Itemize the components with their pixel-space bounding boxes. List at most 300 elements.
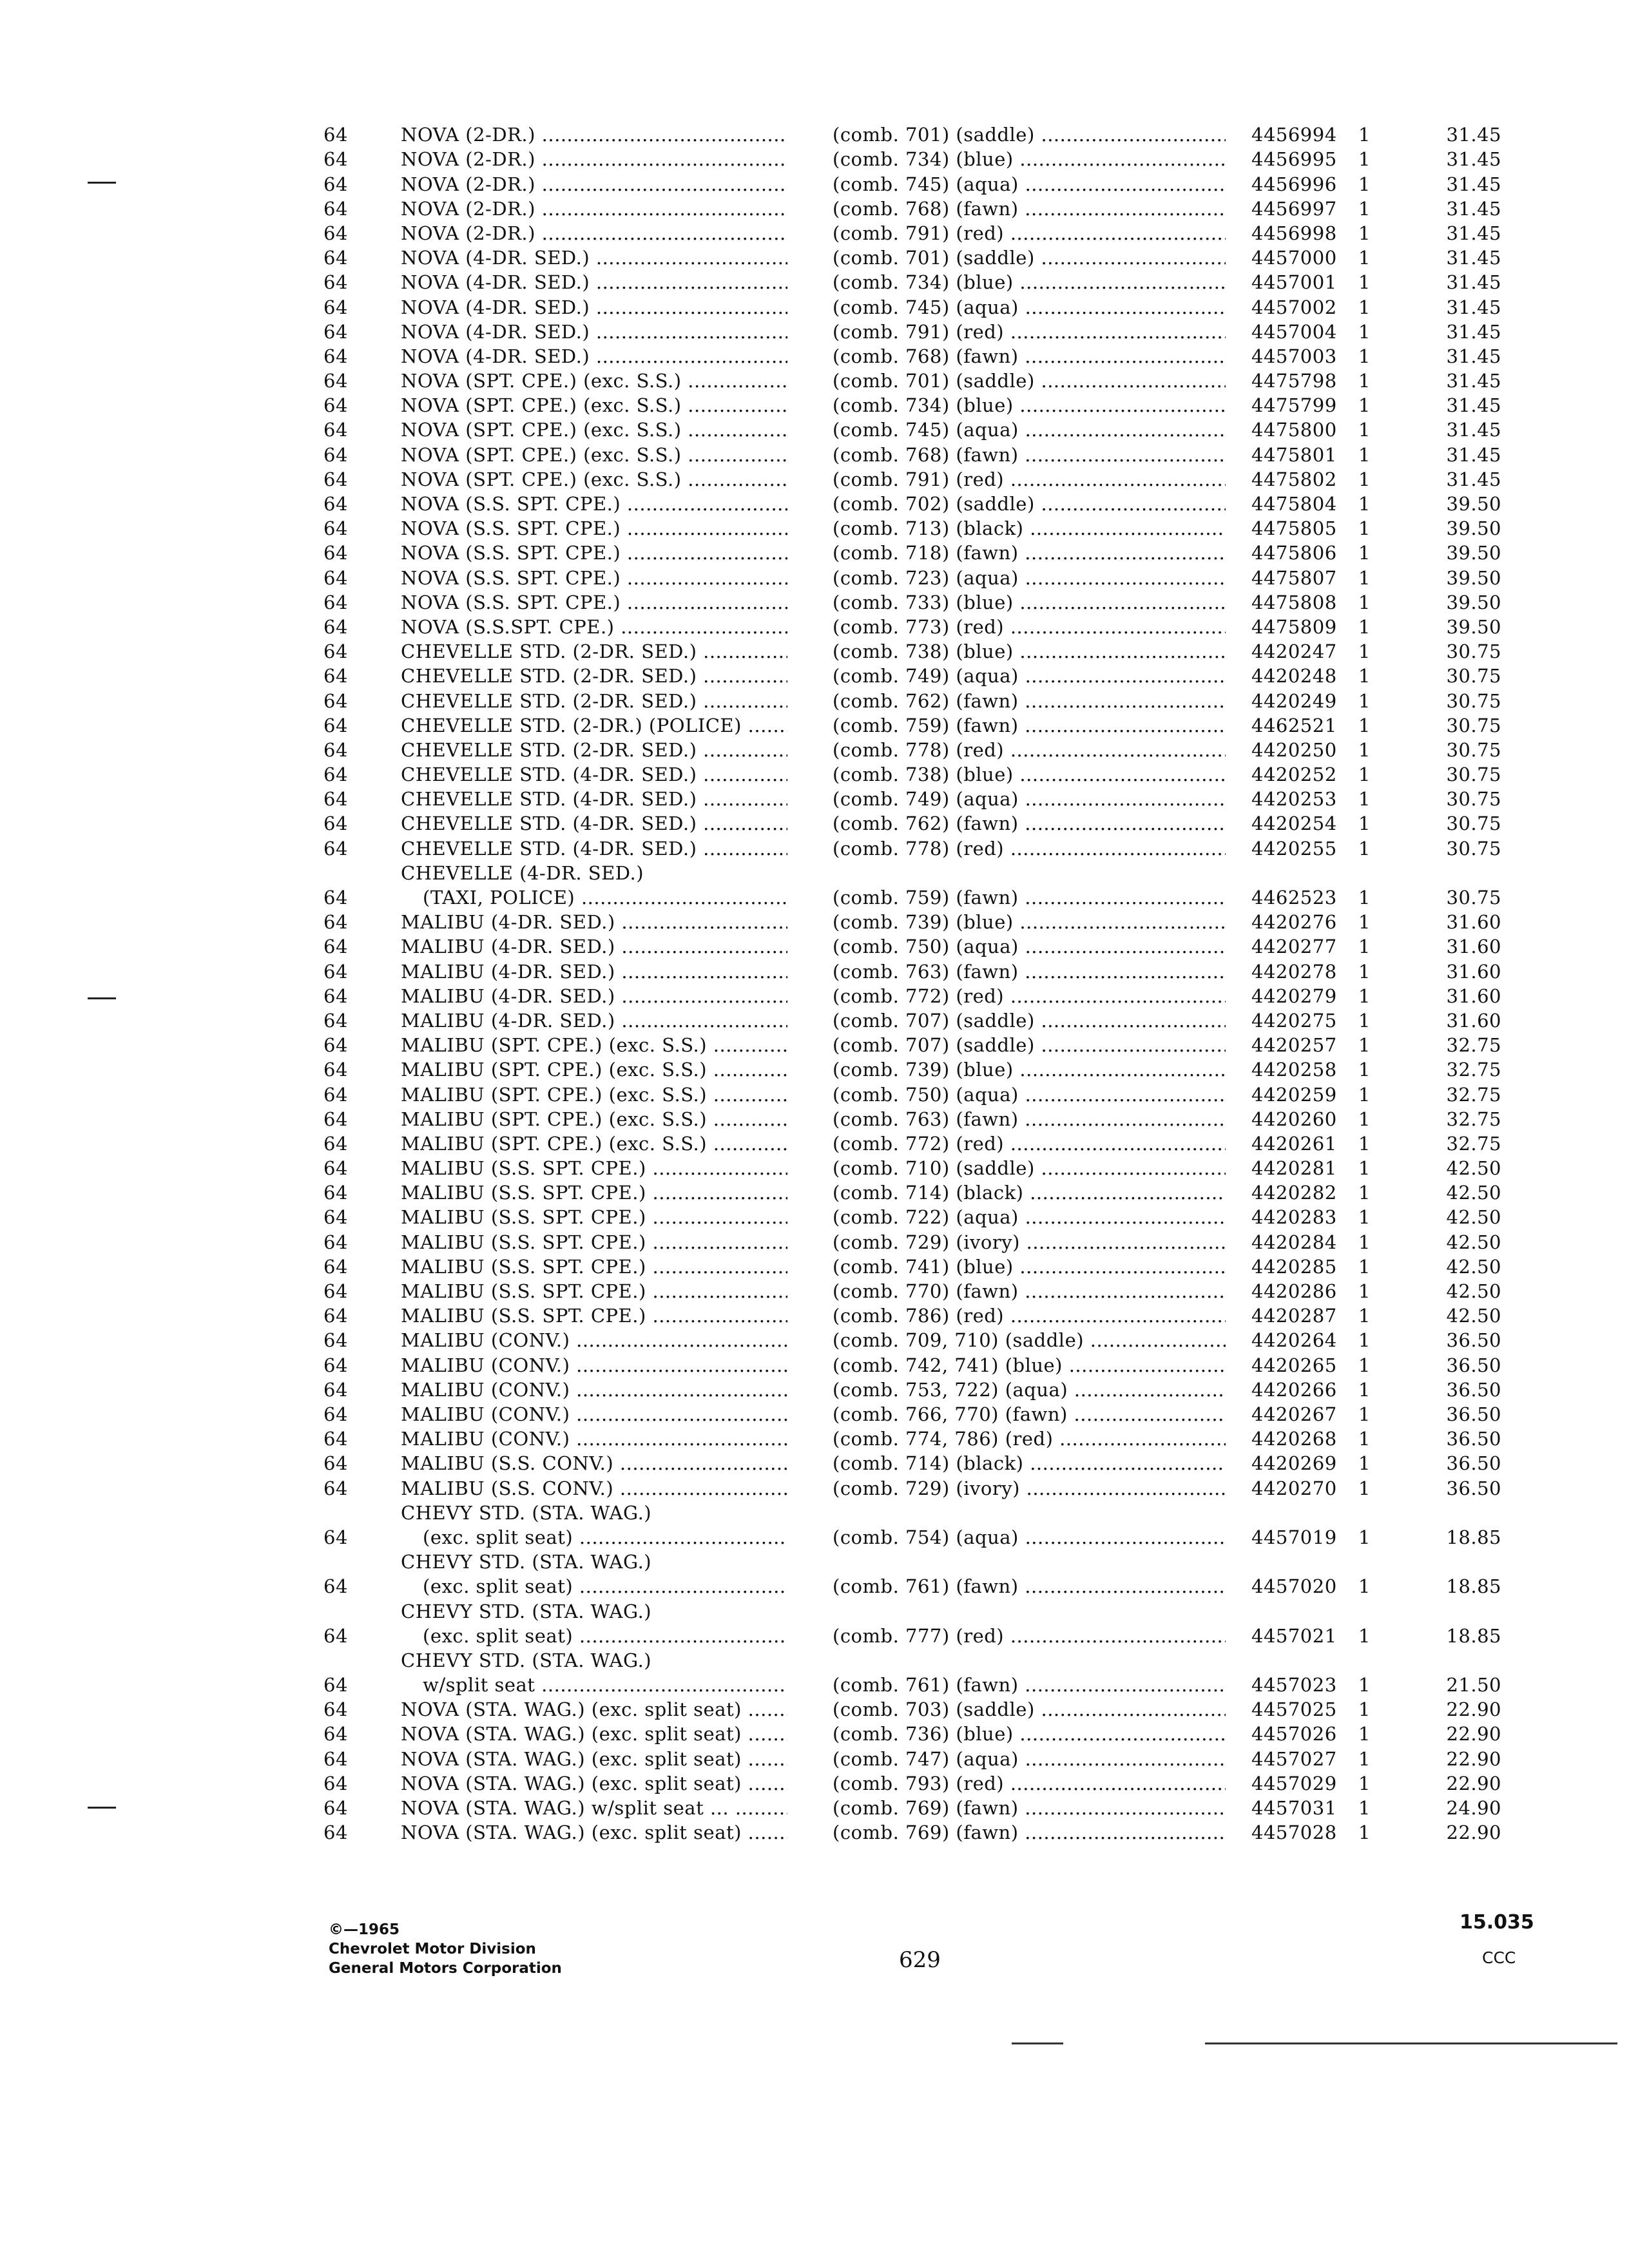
table-row [316, 1303, 1540, 1328]
year-cell-text: 64 [323, 738, 348, 761]
model-cell [401, 320, 787, 344]
price-cell-text: 22.90 [1446, 1747, 1501, 1770]
quantity-cell-text: 1 [1358, 911, 1371, 934]
year-cell [323, 713, 348, 738]
combination-cell [833, 1156, 1226, 1180]
year-cell-text: 64 [323, 640, 348, 663]
table-row [316, 369, 1540, 393]
combination-cell [833, 1697, 1226, 1722]
table-row [316, 197, 1540, 221]
table-row [316, 713, 1540, 738]
year-cell [323, 245, 348, 270]
quantity-cell [1358, 1402, 1371, 1427]
combination-cell [833, 1180, 1226, 1205]
table-row [316, 934, 1540, 959]
year-cell-text: 64 [323, 1329, 348, 1352]
price-cell [1411, 516, 1501, 541]
model-cell [401, 590, 787, 615]
combination-cell [833, 762, 1226, 787]
part-number-cell-text: 4420279 [1251, 985, 1337, 1007]
model-text: NOVA (4-DR. SED.) ..... [401, 344, 787, 369]
price-cell-text: 30.75 [1446, 714, 1501, 736]
year-cell [323, 1057, 348, 1082]
model-text: MALIBU (SPT. CPE.) (exc. S.S.) ..... [401, 1131, 787, 1156]
table-row [316, 1427, 1540, 1451]
price-cell-text: 31.60 [1446, 911, 1501, 934]
table-row [316, 787, 1540, 811]
year-cell-text: 64 [323, 148, 348, 171]
model-cell [401, 1378, 787, 1402]
part-number-cell [1251, 664, 1337, 688]
part-number-cell [1251, 738, 1337, 762]
price-cell [1411, 615, 1501, 639]
model-cell [401, 713, 787, 738]
part-number-cell-text: 4420265 [1251, 1354, 1337, 1376]
year-cell [323, 1131, 348, 1156]
combination-cell [833, 959, 1226, 984]
model-text: NOVA (2-DR.) ..... [401, 197, 787, 221]
model-cell [401, 1303, 787, 1328]
model-text: CHEVELLE STD. (2-DR. SED.) ..... [401, 689, 787, 713]
year-cell [323, 270, 348, 294]
part-number-cell-text: 4420281 [1251, 1157, 1337, 1180]
part-number-cell [1251, 959, 1337, 984]
table-row [316, 639, 1540, 664]
model-cell [401, 910, 787, 934]
table-row [316, 1082, 1540, 1106]
price-cell [1411, 885, 1501, 910]
price-cell-text: 31.45 [1446, 468, 1501, 490]
part-number-cell-text: 4420269 [1251, 1452, 1337, 1475]
combination-cell [833, 245, 1226, 270]
part-number-cell [1251, 443, 1337, 467]
combination-cell-text: (comb. 768) (fawn) [833, 345, 1019, 367]
price-cell-text: 30.75 [1446, 887, 1501, 909]
part-number-cell-text: 4420268 [1251, 1428, 1337, 1450]
combination-cell [833, 221, 1226, 245]
part-number-cell-text: 4420278 [1251, 960, 1337, 983]
year-cell [323, 1697, 348, 1722]
combination-cell [833, 1451, 1226, 1475]
part-number-cell [1251, 369, 1337, 393]
part-number-cell-text: 4420264 [1251, 1329, 1337, 1352]
year-cell [323, 1328, 348, 1352]
price-cell-text: 18.85 [1446, 1526, 1501, 1548]
model-cell [401, 1205, 787, 1229]
year-cell-text: 64 [323, 1428, 348, 1450]
table-row [316, 1180, 1540, 1205]
part-number-cell [1251, 1205, 1337, 1229]
year-cell-text: 64 [323, 1059, 348, 1081]
quantity-cell [1358, 1033, 1371, 1057]
year-cell [323, 811, 348, 836]
table-row [316, 393, 1540, 418]
year-cell-text: 64 [323, 812, 348, 835]
model-text: CHEVELLE STD. (4-DR. SED.) ..... [401, 811, 787, 836]
part-number-cell [1251, 1476, 1337, 1501]
quantity-cell [1358, 1624, 1371, 1648]
combination-cell [833, 492, 1226, 516]
year-cell [323, 738, 348, 762]
quantity-cell [1358, 1525, 1371, 1550]
part-number-cell [1251, 639, 1337, 664]
year-cell [323, 1525, 348, 1550]
price-cell [1411, 1180, 1501, 1205]
price-cell [1411, 639, 1501, 664]
table-row [316, 320, 1540, 344]
table-row [316, 1033, 1540, 1057]
model-text: MALIBU (CONV.) ..... [401, 1353, 787, 1378]
part-number-cell [1251, 1427, 1337, 1451]
combination-cell [833, 1673, 1226, 1697]
part-number-cell [1251, 172, 1337, 197]
year-cell-text: 64 [323, 173, 348, 195]
price-cell-text: 32.75 [1446, 1083, 1501, 1106]
quantity-cell [1358, 787, 1371, 811]
year-cell-text: 64 [323, 1772, 348, 1794]
table-row [316, 1008, 1540, 1033]
year-cell-text: 64 [323, 443, 348, 466]
model-cell [401, 1131, 787, 1156]
part-number-cell [1251, 197, 1337, 221]
table-row [316, 1796, 1540, 1820]
quantity-cell [1358, 295, 1371, 320]
quantity-cell [1358, 369, 1371, 393]
price-cell [1411, 1525, 1501, 1550]
year-cell-text: 64 [323, 1403, 348, 1425]
quantity-cell-text: 1 [1358, 320, 1371, 343]
combination-cell [833, 1574, 1226, 1599]
table-row [316, 122, 1540, 147]
part-number-cell-text: 4457023 [1251, 1674, 1337, 1696]
table-row [316, 418, 1540, 442]
price-cell-text: 30.75 [1446, 764, 1501, 786]
model-text: CHEVELLE STD. (4-DR. SED.) ..... [401, 762, 787, 787]
year-cell [323, 836, 348, 861]
part-number-cell [1251, 1082, 1337, 1107]
model-text: MALIBU (CONV.) ..... [401, 1427, 787, 1451]
quantity-cell-text: 1 [1358, 665, 1371, 687]
combination-cell [833, 1624, 1226, 1648]
year-cell [323, 1378, 348, 1402]
part-number-cell-text: 4420257 [1251, 1034, 1337, 1057]
year-cell [323, 590, 348, 615]
part-number-cell [1251, 984, 1337, 1008]
price-cell [1411, 1427, 1501, 1451]
price-cell-text: 31.45 [1446, 419, 1501, 441]
price-cell-text: 31.45 [1446, 443, 1501, 466]
quantity-cell [1358, 738, 1371, 762]
combination-cell [833, 122, 1226, 147]
part-number-cell [1251, 1574, 1337, 1599]
quantity-cell [1358, 1279, 1371, 1303]
table-row [316, 1057, 1540, 1082]
model-text: NOVA (S.S. SPT. CPE.) ..... [401, 516, 787, 541]
model-cell [401, 934, 787, 959]
quantity-cell [1358, 615, 1371, 639]
quantity-cell [1358, 811, 1371, 836]
quantity-cell [1358, 344, 1371, 369]
margin-tick [88, 997, 116, 999]
price-cell-text: 31.60 [1446, 960, 1501, 983]
price-cell [1411, 566, 1501, 590]
price-cell [1411, 1131, 1501, 1156]
year-cell-text: 64 [323, 764, 348, 786]
division-line: Chevrolet Motor Division [329, 1941, 536, 1957]
combination-cell-text: (comb. 722) (aqua) [833, 1206, 1019, 1229]
model-text: CHEVY STD. (STA. WAG.) [401, 1649, 652, 1672]
year-cell [323, 369, 348, 393]
price-cell-text: 22.90 [1446, 1723, 1501, 1745]
quantity-cell-text: 1 [1358, 788, 1371, 811]
price-cell-text: 39.50 [1446, 615, 1501, 638]
model-text: NOVA (S.S. SPT. CPE.) ..... [401, 492, 787, 516]
quantity-cell-text: 1 [1358, 1157, 1371, 1180]
part-number-cell [1251, 590, 1337, 615]
quantity-cell-text: 1 [1358, 542, 1371, 564]
year-cell-text: 64 [323, 1354, 348, 1376]
model-text: NOVA (4-DR. SED.) ..... [401, 320, 787, 344]
year-cell-text: 64 [323, 1280, 348, 1303]
model-cell [401, 836, 787, 861]
table-row [316, 221, 1540, 245]
quantity-cell-text: 1 [1358, 1477, 1371, 1499]
year-cell [323, 344, 348, 369]
part-number-cell-text: 4475798 [1251, 370, 1337, 392]
year-cell-text: 64 [323, 1255, 348, 1278]
combination-cell-text: (comb. 701) (saddle) [833, 247, 1035, 269]
combination-cell-text: (comb. 749) (aqua) [833, 788, 1019, 811]
table-row [316, 1550, 1540, 1599]
price-cell [1411, 1796, 1501, 1820]
combination-cell-text: (comb. 793) (red) [833, 1772, 1005, 1794]
combination-cell-text: (comb. 753, 722) (aqua) [833, 1378, 1068, 1401]
model-cell [401, 516, 787, 541]
quantity-cell [1358, 1771, 1371, 1796]
price-cell-text: 39.50 [1446, 542, 1501, 564]
model-cell [401, 1008, 787, 1033]
year-cell [323, 1747, 348, 1771]
quantity-cell [1358, 197, 1371, 221]
table-row [316, 1279, 1540, 1303]
table-row [316, 1722, 1540, 1746]
quantity-cell [1358, 836, 1371, 861]
combination-cell-text: (comb. 729) (ivory) [833, 1231, 1020, 1253]
year-cell [323, 1722, 348, 1746]
price-cell-text: 22.90 [1446, 1698, 1501, 1721]
table-row [316, 565, 1540, 590]
combination-cell-text: (comb. 769) (fawn) [833, 1797, 1019, 1820]
table-row [316, 861, 1540, 910]
combination-cell-text: (comb. 750) (aqua) [833, 1083, 1019, 1106]
price-cell [1411, 1230, 1501, 1254]
part-number-cell [1251, 1796, 1337, 1820]
price-cell [1411, 738, 1501, 762]
model-cell [401, 1722, 787, 1746]
year-cell-text: 64 [323, 1747, 348, 1770]
catalog-code: CCC [1482, 1948, 1516, 1967]
model-text: CHEVELLE STD. (2-DR. SED.) ..... [401, 738, 787, 762]
model-text: MALIBU (4-DR. SED.) ..... [401, 934, 787, 959]
year-cell [323, 885, 348, 910]
quantity-cell-text: 1 [1358, 714, 1371, 736]
quantity-cell-text: 1 [1358, 1034, 1371, 1057]
model-continuation-text: (exc. split seat) ..... [401, 1624, 787, 1648]
price-cell-text: 30.75 [1446, 689, 1501, 712]
part-number-cell [1251, 1673, 1337, 1697]
part-number-cell [1251, 1033, 1337, 1057]
quantity-cell [1358, 713, 1371, 738]
year-cell-text: 64 [323, 468, 348, 490]
year-cell-text: 64 [323, 1206, 348, 1229]
combination-cell-text: (comb. 749) (aqua) [833, 665, 1019, 687]
combination-cell [833, 393, 1226, 418]
price-cell-text: 31.45 [1446, 370, 1501, 392]
part-number-cell [1251, 1771, 1337, 1796]
combination-cell [833, 787, 1226, 811]
year-cell-text: 64 [323, 493, 348, 515]
price-cell-text: 36.50 [1446, 1403, 1501, 1425]
table-row [316, 615, 1540, 639]
quantity-cell-text: 1 [1358, 1821, 1371, 1844]
part-number-cell-text: 4457001 [1251, 271, 1337, 294]
model-continuation-text: (exc. split seat) ..... [401, 1574, 787, 1599]
part-number-cell [1251, 147, 1337, 171]
combination-cell-text: (comb. 791) (red) [833, 222, 1005, 244]
model-cell [401, 467, 787, 492]
year-cell [323, 787, 348, 811]
table-row [316, 1378, 1540, 1402]
part-number-cell-text: 4420252 [1251, 764, 1337, 786]
table-row [316, 1746, 1540, 1771]
part-number-cell-text: 4475805 [1251, 517, 1337, 540]
table-row [316, 1648, 1540, 1697]
quantity-cell-text: 1 [1358, 345, 1371, 367]
year-cell [323, 664, 348, 688]
part-number-cell-text: 4420250 [1251, 738, 1337, 761]
combination-cell [833, 1525, 1226, 1550]
part-number-cell [1251, 1303, 1337, 1328]
price-cell [1411, 1107, 1501, 1131]
combination-cell-text: (comb. 778) (red) [833, 837, 1005, 860]
table-row [316, 1107, 1540, 1131]
combination-cell [833, 197, 1226, 221]
combination-cell [833, 418, 1226, 442]
part-number-cell [1251, 787, 1337, 811]
year-cell-text: 64 [323, 320, 348, 343]
model-cell [401, 295, 787, 320]
price-cell-text: 31.45 [1446, 148, 1501, 171]
price-cell [1411, 1722, 1501, 1746]
price-cell [1411, 172, 1501, 197]
table-row [316, 1156, 1540, 1180]
quantity-cell [1358, 147, 1371, 171]
model-text: NOVA (STA. WAG.) (exc. split seat) ..... [401, 1697, 787, 1722]
price-cell-text: 30.75 [1446, 788, 1501, 811]
model-text: MALIBU (SPT. CPE.) (exc. S.S.) ..... [401, 1082, 787, 1107]
model-text: MALIBU (4-DR. SED.) ..... [401, 1008, 787, 1033]
quantity-cell-text: 1 [1358, 1575, 1371, 1598]
part-number-cell-text: 4420261 [1251, 1132, 1337, 1155]
part-number-cell-text: 4475804 [1251, 493, 1337, 515]
model-text: NOVA (SPT. CPE.) (exc. S.S.) ..... [401, 369, 787, 393]
price-cell-text: 31.45 [1446, 320, 1501, 343]
quantity-cell-text: 1 [1358, 960, 1371, 983]
model-cell [401, 566, 787, 590]
price-cell [1411, 1156, 1501, 1180]
quantity-cell-text: 1 [1358, 1723, 1371, 1745]
price-cell-text: 30.75 [1446, 837, 1501, 860]
table-row [316, 836, 1540, 860]
model-cell [401, 1279, 787, 1303]
price-cell [1411, 393, 1501, 418]
combination-cell-text: (comb. 738) (blue) [833, 764, 1014, 786]
combination-cell-text: (comb. 701) (saddle) [833, 124, 1035, 146]
scan-line [1012, 2042, 1063, 2044]
price-cell-text: 42.50 [1446, 1305, 1501, 1327]
part-number-cell [1251, 1180, 1337, 1205]
price-cell-text: 42.50 [1446, 1157, 1501, 1180]
price-cell [1411, 1574, 1501, 1599]
combination-cell-text: (comb. 718) (fawn) [833, 542, 1019, 564]
price-cell-text: 21.50 [1446, 1674, 1501, 1696]
combination-cell [833, 1230, 1226, 1254]
model-text: CHEVELLE STD. (4-DR. SED.) ..... [401, 787, 787, 811]
part-number-cell-text: 4457003 [1251, 345, 1337, 367]
model-cell [401, 1476, 787, 1501]
model-cell [401, 1427, 787, 1451]
price-cell-text: 31.45 [1446, 124, 1501, 146]
combination-cell-text: (comb. 734) (blue) [833, 148, 1014, 171]
combination-cell-text: (comb. 763) (fawn) [833, 960, 1019, 983]
part-number-cell-text: 4457027 [1251, 1747, 1337, 1770]
quantity-cell-text: 1 [1358, 764, 1371, 786]
combination-cell-text: (comb. 759) (fawn) [833, 887, 1019, 909]
model-text: MALIBU (4-DR. SED.) ..... [401, 984, 787, 1008]
model-text: NOVA (SPT. CPE.) (exc. S.S.) ..... [401, 418, 787, 442]
part-number-cell-text: 4420287 [1251, 1305, 1337, 1327]
combination-cell [833, 1082, 1226, 1107]
quantity-cell-text: 1 [1358, 615, 1371, 638]
combination-cell-text: (comb. 747) (aqua) [833, 1747, 1019, 1770]
model-text: CHEVELLE STD. (2-DR. SED.) ..... [401, 664, 787, 688]
price-cell [1411, 1624, 1501, 1648]
model-cell [401, 984, 787, 1008]
model-text: MALIBU (S.S. SPT. CPE.) ..... [401, 1279, 787, 1303]
part-number-cell [1251, 1254, 1337, 1279]
table-row [316, 910, 1540, 934]
quantity-cell-text: 1 [1358, 1378, 1371, 1401]
model-text: MALIBU (S.S. SPT. CPE.) ..... [401, 1303, 787, 1328]
quantity-cell [1358, 1673, 1371, 1697]
year-cell-text: 64 [323, 1477, 348, 1499]
part-number-cell-text: 4457021 [1251, 1624, 1337, 1647]
combination-cell [833, 320, 1226, 344]
year-cell [323, 467, 348, 492]
table-row [316, 1697, 1540, 1722]
combination-cell-text: (comb. 723) (aqua) [833, 566, 1019, 589]
quantity-cell-text: 1 [1358, 443, 1371, 466]
year-cell-text: 64 [323, 296, 348, 318]
year-cell [323, 221, 348, 245]
year-cell-text: 64 [323, 394, 348, 417]
quantity-cell-text: 1 [1358, 1108, 1371, 1130]
model-text: CHEVELLE STD. (2-DR.) (POLICE) ..... [401, 713, 787, 738]
year-cell-text: 64 [323, 1083, 348, 1106]
part-number-cell [1251, 713, 1337, 738]
part-number-cell [1251, 270, 1337, 294]
quantity-cell-text: 1 [1358, 591, 1371, 613]
